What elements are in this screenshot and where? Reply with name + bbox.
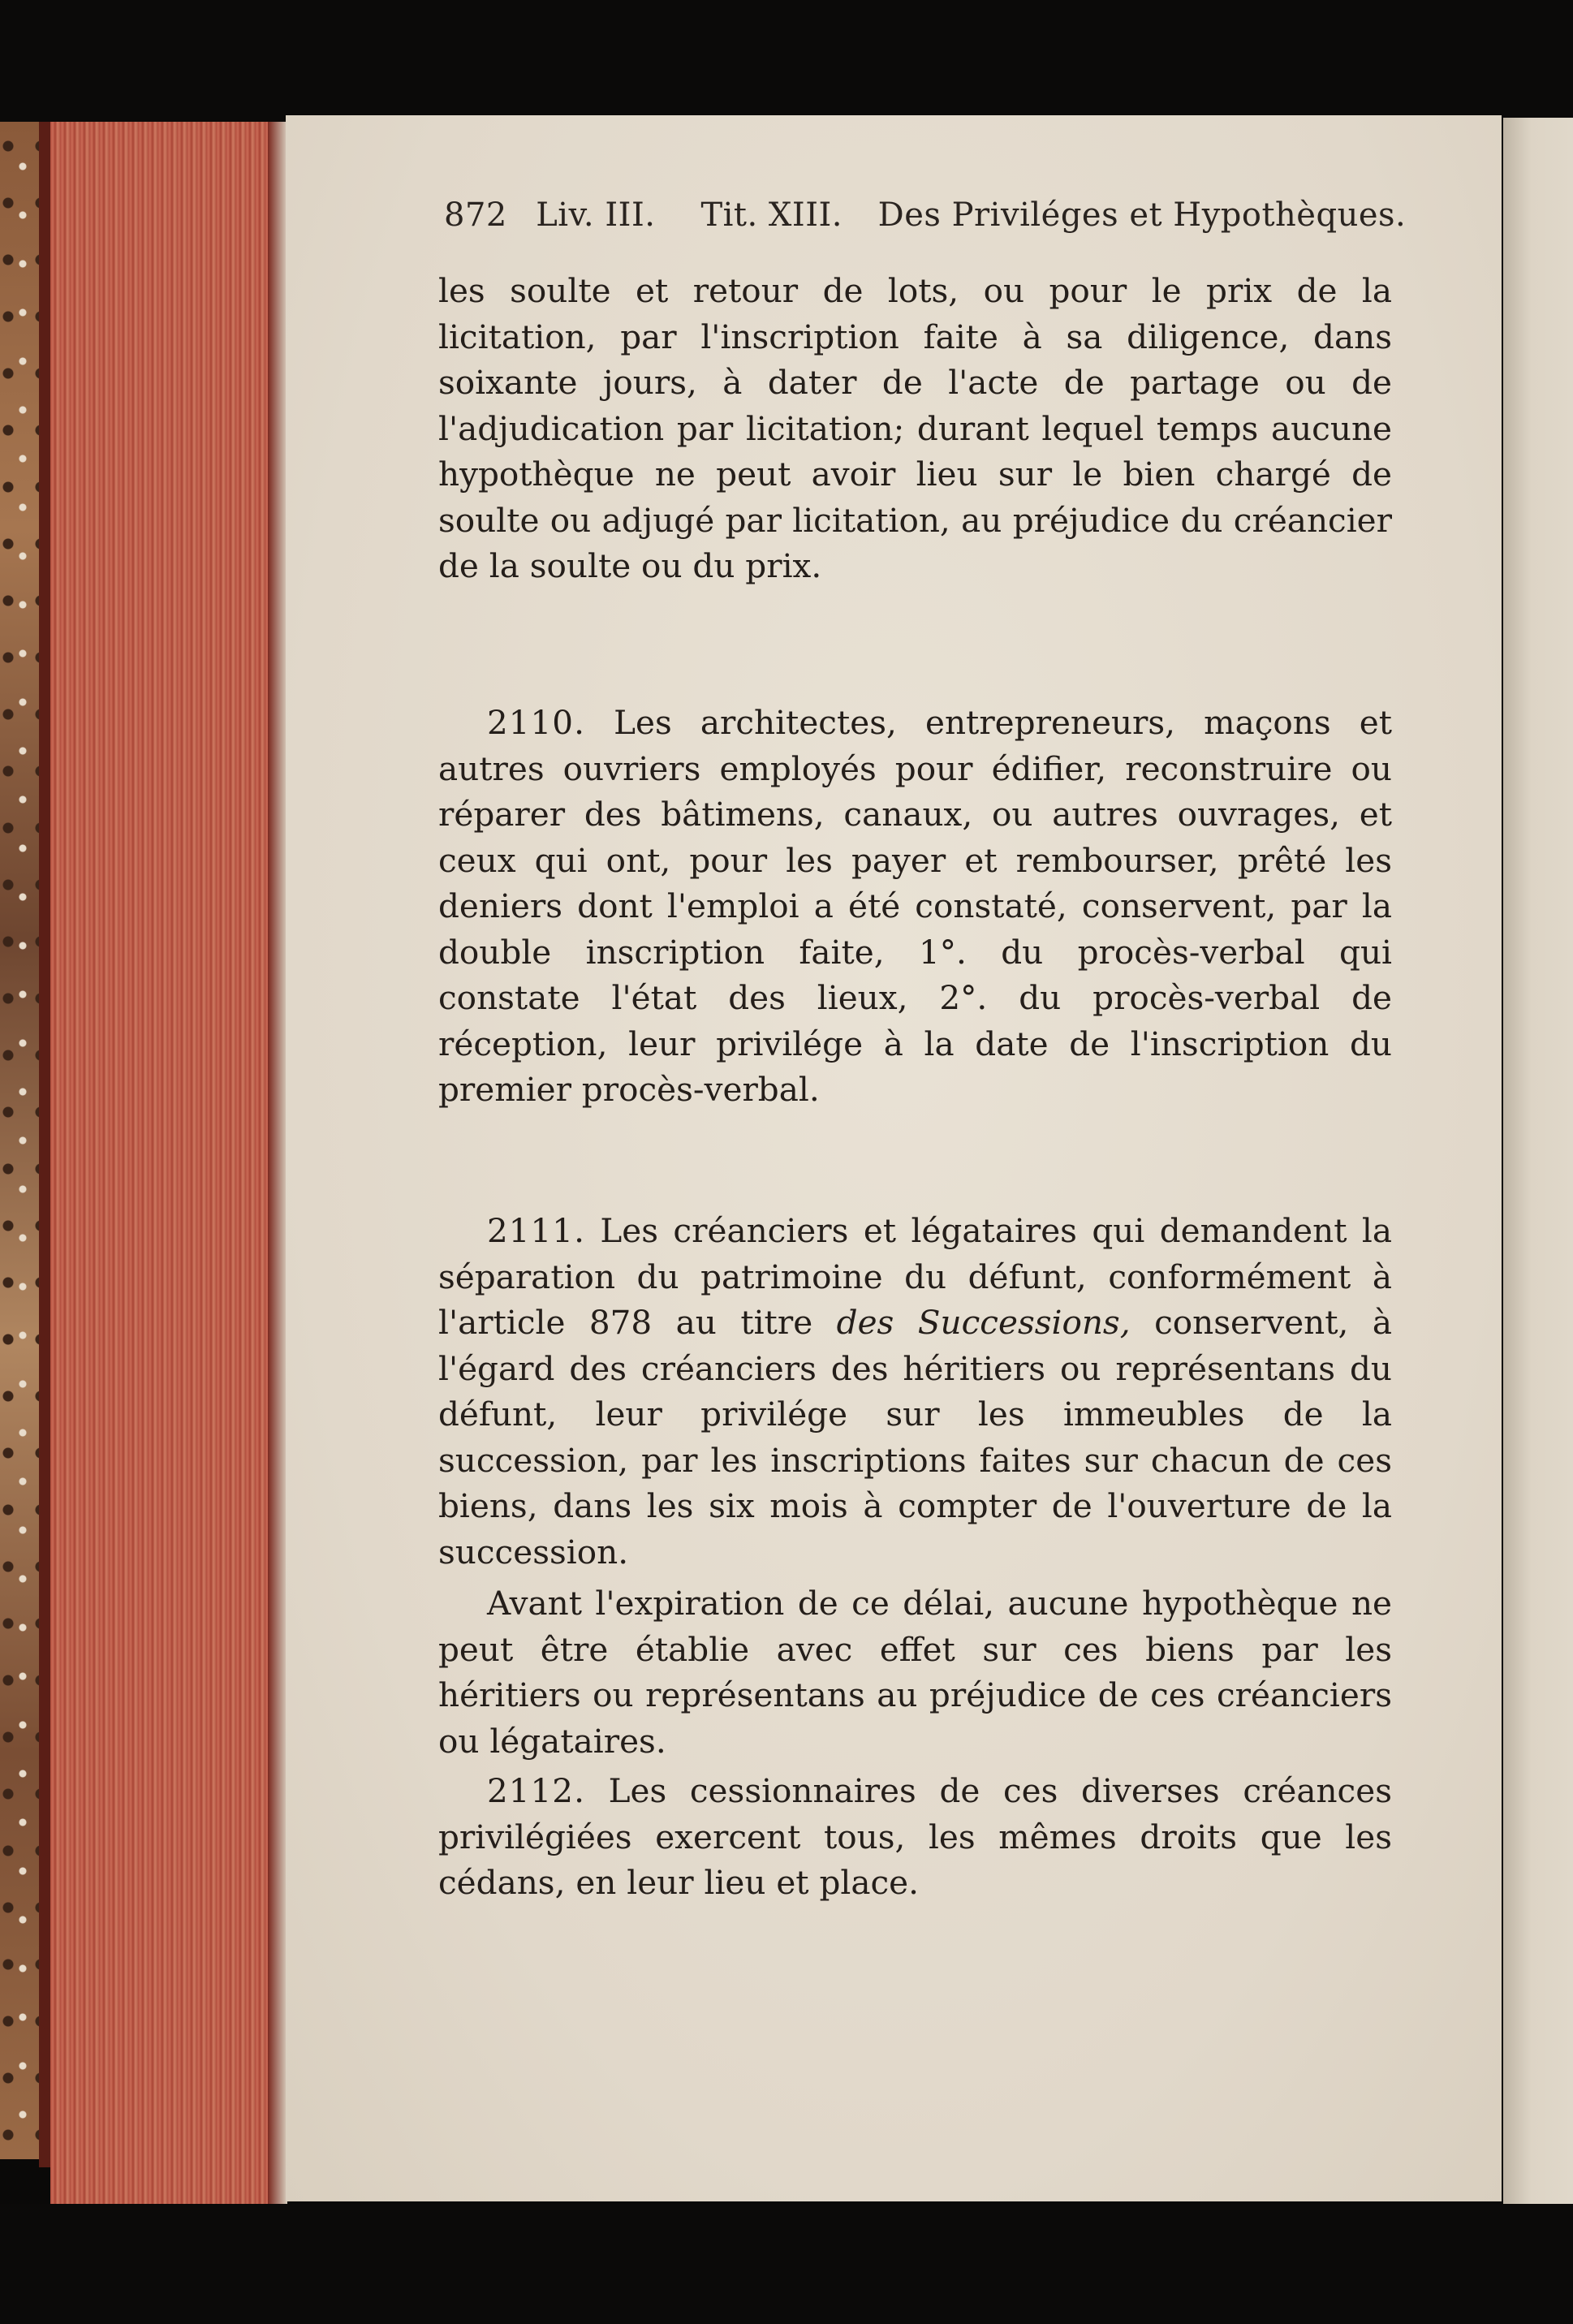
book-label: Liv. III. bbox=[536, 196, 656, 234]
marbled-cover bbox=[0, 122, 39, 2159]
page-number: 872 bbox=[444, 196, 507, 234]
paragraph-continuation bbox=[438, 268, 1392, 589]
paragraph-text: les soulte et retour de lots, ou pour le prix de la licitation, par l'inscription faite à sa diligence, dans soixante jours, à dater de l'acte de partage ou de l'adjudication par licitation; durant lequel temps aucune hypothèque ne peut avoir lieu sur le bien chargé de soulte ou adjugé par licitation, au préjudice du créancier de la soulte ou du prix. bbox=[438, 271, 1392, 585]
paragraph-text: Les cessionnaires de ces diverses créances privilégiées exercent tous, les mêmes droits que les cédans, en leur lieu et place. bbox=[438, 1771, 1392, 1902]
article-number: 2110. bbox=[487, 703, 585, 742]
facing-page-edge bbox=[1503, 118, 1573, 2204]
paragraph-delai bbox=[438, 1580, 1392, 1764]
paragraph-text: conservent, à l'égard des créanciers des héritiers ou représentans du défunt, leur privilége sur les immeubles de la succession, par les inscriptions faites sur chacun de ces biens, dans les six mois à compter de l'ouverture de la succession. bbox=[438, 1303, 1393, 1572]
article-2111 bbox=[438, 1208, 1392, 1575]
paragraph-text: Avant l'expiration de ce délai, aucune hypothèque ne peut être établie avec effet sur ces biens par les héritiers ou représentans au préjudice de ces créanciers ou légataires. bbox=[438, 1584, 1392, 1761]
background-top bbox=[0, 0, 1573, 122]
paragraph-text: Les créanciers et légataires qui demandent la séparation du patrimoine du défunt, conformément à l'article 878 au titre bbox=[438, 1211, 1393, 1342]
paragraph-text: Les architectes, entrepreneurs, maçons et autres ouvriers employés pour édifier, reconstruire ou réparer des bâtimens, canaux, ou autres ouvrages, et ceux qui ont, pour les payer et rembourser, prêté les deniers dont l'emploi a été constaté, conservent, par la double inscription faite, 1°. du procès-verbal qui constate l'état des lieux, 2°. du procès-verbal de réception, leur privilége à la date de l'inscription du premier procès-verbal. bbox=[438, 703, 1393, 1109]
gutter bbox=[268, 122, 287, 2204]
article-2110 bbox=[438, 700, 1392, 1113]
article-number: 2112. bbox=[487, 1771, 585, 1810]
article-2112 bbox=[438, 1768, 1392, 1906]
running-head bbox=[444, 196, 1407, 245]
background-bottom bbox=[0, 2204, 1573, 2324]
chapter-subject: Des Priviléges et Hypothèques. bbox=[877, 196, 1407, 234]
article-number: 2111. bbox=[487, 1211, 585, 1250]
page-edges bbox=[50, 122, 284, 2204]
italic-reference: des Successions, bbox=[836, 1303, 1131, 1342]
cover-edge bbox=[39, 122, 50, 2167]
title-label: Tit. XIII. bbox=[700, 196, 843, 234]
